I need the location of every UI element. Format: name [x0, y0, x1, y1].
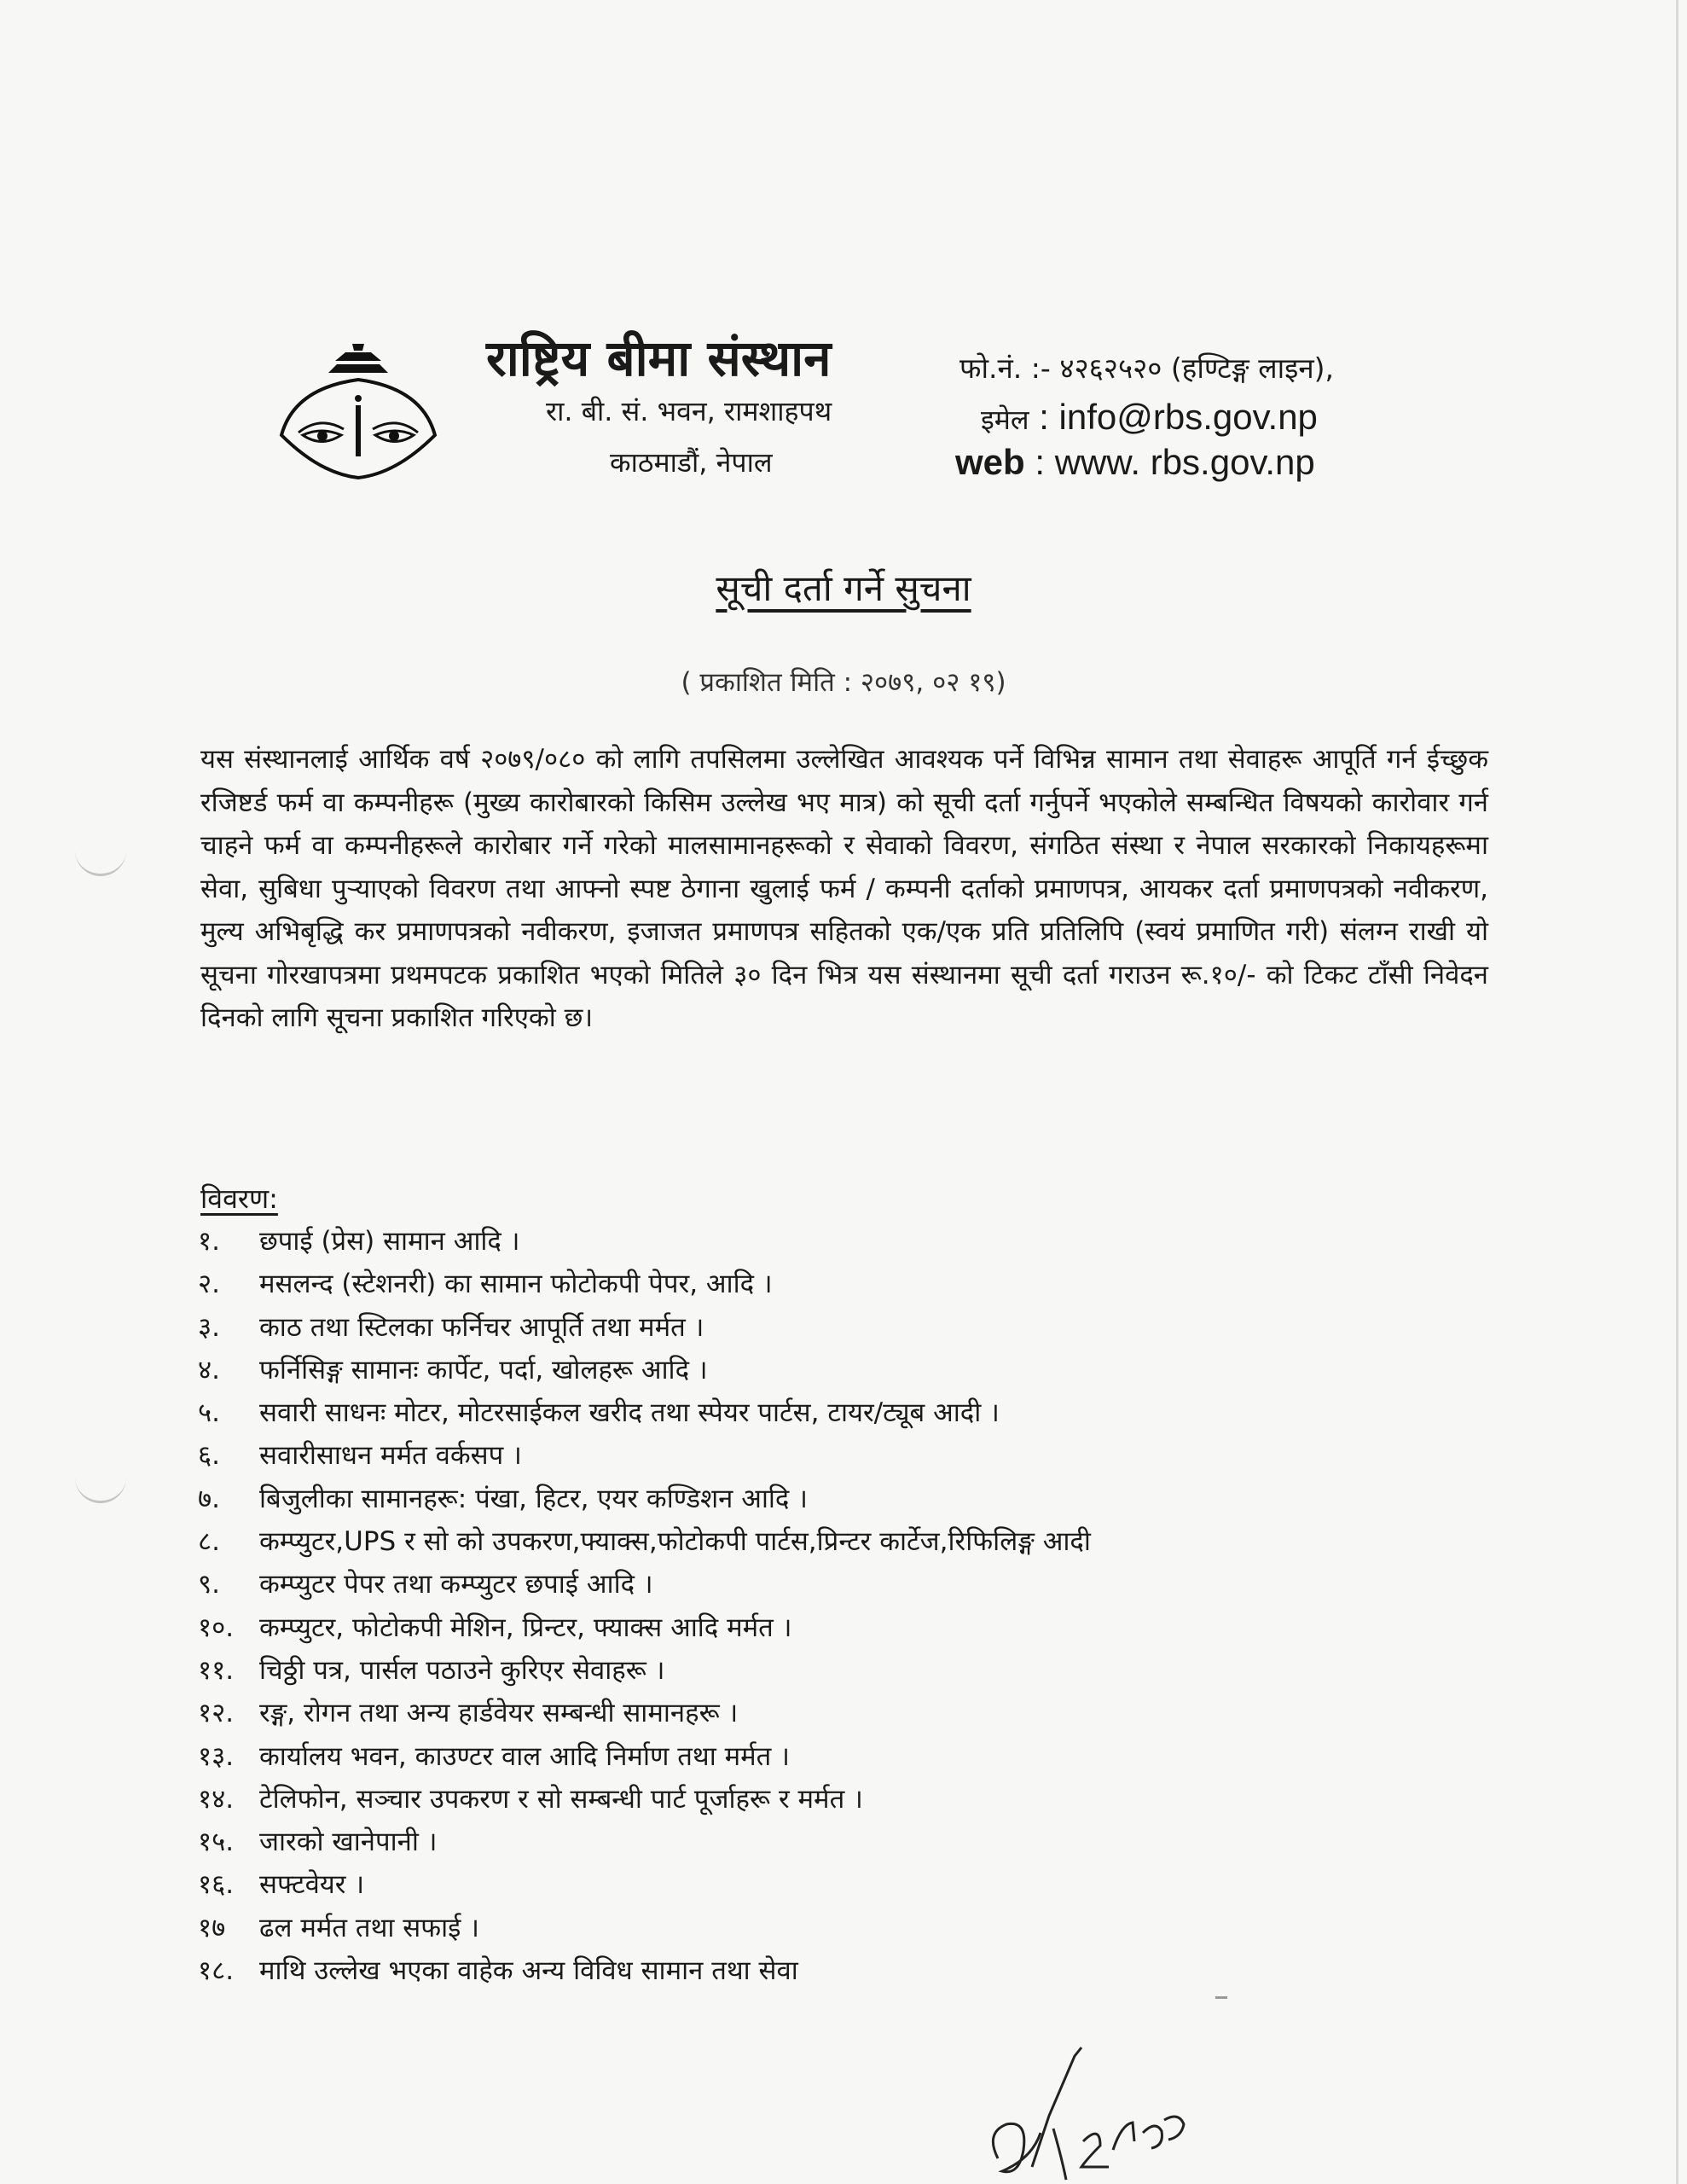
- publication-date: ( प्रकाशित मिति : २०७९, ०२ १९): [681, 667, 1006, 698]
- page-edge: [1676, 0, 1678, 2184]
- phone-value: ४२६२५२० (हण्टिङ्ग लाइन),: [1059, 351, 1334, 385]
- list-item: १२. रङ्ग, रोगन तथा अन्य हार्डवेयर सम्बन्धी सामानहरू ।: [198, 1698, 739, 1729]
- phone-line: [959, 348, 1334, 386]
- list-item: ४. फर्निसिङ्ग सामानः कार्पेट, पर्दा, खोलहरू आदि ।: [198, 1354, 708, 1385]
- stray-mark: [1215, 1996, 1227, 1999]
- details-list: [198, 1223, 1528, 1995]
- notice-title-text: सूची दर्ता गर्ने सुचना: [716, 567, 971, 609]
- web-label: web: [955, 442, 1025, 482]
- list-item: १. छपाई (प्रेस) सामान आदि ।: [198, 1226, 520, 1257]
- web-line: [955, 442, 1315, 483]
- phone-label: फो.नं. :-: [959, 351, 1051, 385]
- list-item: ८. कम्प्युटर,UPS र सो को उपकरण,फ्याक्स,फोटोकपी पार्टस,प्रिन्टर कार्टेज,रिफिलिङ्ग आदी: [198, 1526, 1091, 1558]
- list-item: १५. जारको खानेपानी ।: [198, 1827, 438, 1858]
- email-label: इमेल: [981, 404, 1029, 436]
- org-name: राष्ट्रिय बीमा संस्थान: [486, 329, 832, 387]
- details-label: विवरण:: [200, 1182, 278, 1215]
- list-item: ७. बिजुलीका सामानहरू: पंखा, हिटर, एयर कण्डिशन आदि ।: [198, 1483, 808, 1514]
- list-item: १३. कार्यालय भवन, काउण्टर वाल आदि निर्माण तथा मर्मत ।: [198, 1740, 790, 1772]
- org-city: काठमाडौं, नेपाल: [610, 446, 773, 479]
- punch-hole-mark: [75, 1472, 126, 1503]
- list-item: १६. सफ्टवेयर ।: [198, 1869, 365, 1901]
- list-item: ६. सवारीसाधन मर्मत वर्कसप ।: [198, 1440, 522, 1472]
- email-line: [981, 397, 1318, 438]
- list-item: ३. काठ तथा स्टिलका फर्निचर आपूर्ति तथा मर्मत ।: [198, 1311, 704, 1343]
- list-item: १०. कम्प्युटर, फोटोकपी मेशिन, प्रिन्टर, फ्याक्स आदि मर्मत ।: [198, 1612, 792, 1643]
- notice-body: यस संस्थानलाई आर्थिक वर्ष २०७९/०८० को लागि तपसिलमा उल्लेखित आवश्यक पर्ने विभिन्न सामान तथा सेवाहरू आपूर्ति गर्न ईच्छुक रजिष्टर्ड फर्म वा कम्पनीहरू (मुख्य कारोबारको किसिम उल्लेख भए मात्र) को सूची दर्ता गर्नुपर्ने भएकोले सम्बन्धित विषयको कारोवार गर्न चाहने फर्म वा कम्पनीहरूले कारोबार गर्ने गरेको मालसामानहरूको र सेवाको विवरण, संगठित संस्था र नेपाल सरकारको निकायहरूमा सेवा, सुबिधा पुऱ्याएको विवरण तथा आफ्नो स्पष्ट ठेगाना खुलाई फर्म / कम्पनी दर्ताको प्रमाणपत्र, आयकर दर्ता प्रमाणपत्रको नवीकरण, मुल्य अभिबृद्धि कर प्रमाणपत्रको नवीकरण, इजाजत प्रमाणपत्र सहितको एक/एक प्रति प्रतिलिपि (स्वयं प्रमाणित गरी) संलग्न राखी यो सूचना गोरखापत्रमा प्रथमपटक प्रकाशित भएको मितिले ३० दिन भित्र यस संस्थानमा सूची दर्ता गराउन रू.१०/- को टिकट टाँसी निवेदन दिनको लागि सूचना प्रकाशित गरिएको छ।: [200, 744, 1488, 1033]
- handwritten-signature: [981, 2030, 1203, 2184]
- list-item: २. मसलन्द (स्टेशनरी) का सामान फोटोकपी पेपर, आदि ।: [198, 1269, 773, 1300]
- rbs-logo-icon: [243, 337, 473, 482]
- email-link[interactable]: : info@rbs.gov.np: [1039, 397, 1318, 437]
- list-item: ११. चिठ्ठी पत्र, पार्सल पठाउने कुरिएर सेवाहरू ।: [198, 1654, 665, 1686]
- list-item: ५. सवारी साधनः मोटर, मोटरसाईकल खरीद तथा स्पेयर पार्टस, टायर/ट्यूब आदी ।: [198, 1397, 1000, 1429]
- web-link[interactable]: : www. rbs.gov.np: [1035, 442, 1315, 482]
- notice-title: [0, 563, 1687, 612]
- list-item: १७ ढल मर्मत तथा सफाई ।: [198, 1912, 479, 1943]
- list-item: ९. कम्प्युटर पेपर तथा कम्प्युटर छपाई आदि ।: [198, 1569, 653, 1600]
- punch-hole-mark: [75, 845, 126, 876]
- org-address: रा. बी. सं. भवन, रामशाहपथ: [546, 395, 832, 427]
- list-item: १८. माथि उल्लेख भएका वाहेक अन्य विविध सामान तथा सेवा: [198, 1955, 798, 1987]
- list-item: १४. टेलिफोन, सञ्चार उपकरण र सो सम्बन्धी पार्ट पूर्जाहरू र मर्मत ।: [198, 1783, 863, 1815]
